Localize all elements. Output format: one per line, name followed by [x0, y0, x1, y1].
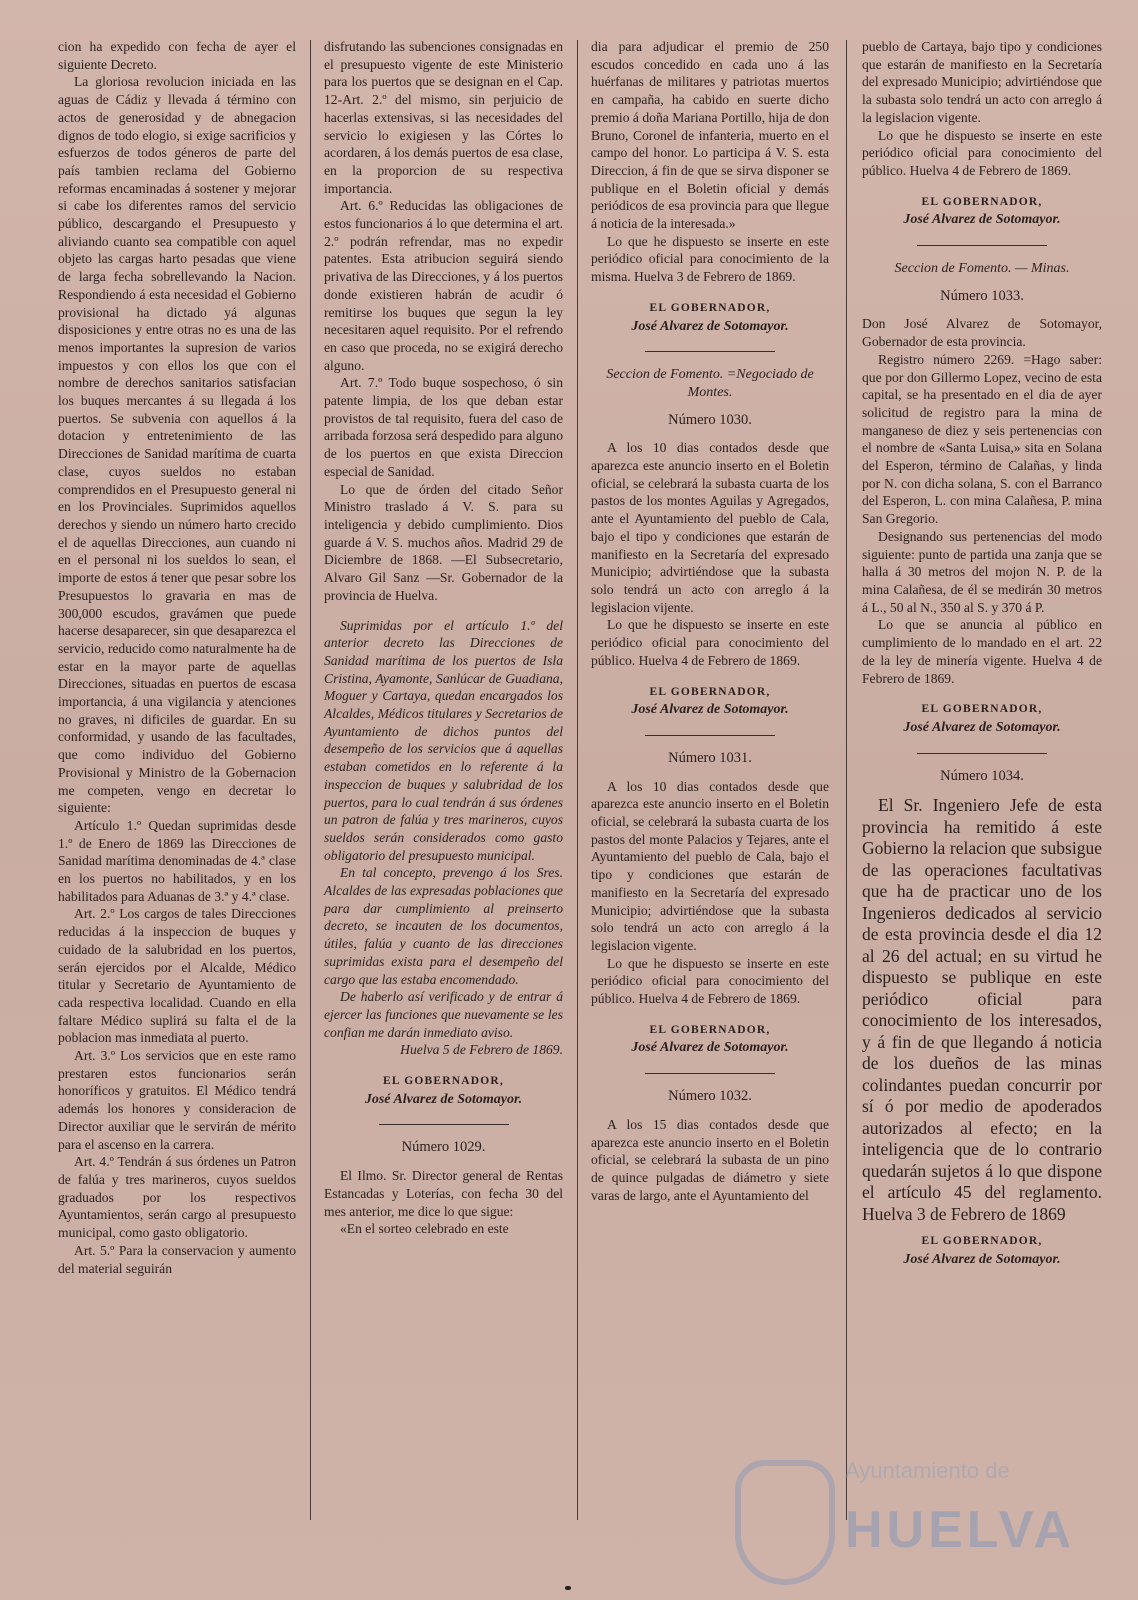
notice-number: Número 1030. [668, 411, 752, 428]
paragraph: Art. 6.º Reducidas las obligaciones de estos funcionarios á lo que determina el art. 2.º podrán refrendar, mas no expedir patentes. Esta atribucion seguirá siendo privativa de las Direcciones, y á los puertos donde existieren habrán de acudir ó remitirse los buques que segun la ley necesitaren aquel requisito. Por el refrendo en caso que proceda, no se exigirá derecho alguno. [324, 198, 563, 373]
separator-rule [645, 351, 775, 352]
paragraph: Lo que he dispuesto se inserte en este periódico oficial para conocimiento de la misma. Huelva 3 de Febrero de 1869. [591, 233, 829, 285]
signature-name: José Alvarez de Sotomayor. [364, 1091, 523, 1107]
separator-rule [645, 1073, 775, 1074]
section-heading: Seccion de Fomento. =Negociado de Montes. [606, 367, 814, 400]
separator-rule [645, 735, 775, 736]
signature-name: José Alvarez de Sotomayor. [903, 719, 1061, 735]
notice-number: Número 1033. [940, 287, 1024, 304]
paragraph: disfrutando las subenciones consignadas en el presupuesto vigente de este Ministerio para los puertos que se designan en el Cap. 12-Art. 2.º del mismo, sin perjuicio de hacerlas extensivas, si las necesidades del servicio lo exigiesen y las Córtes lo acordaren, á los demás puertos de esa clase, en la proporcion de su respectiva importancia. [324, 39, 563, 196]
paragraph: Lo que he dispuesto se inserte en este periódico oficial para conocimiento del público. Huelva 4 de Febrero de 1869. [862, 127, 1102, 178]
notice-number: Número 1029. [401, 1139, 486, 1156]
date-line: Huelva 5 de Febrero de 1869. [400, 1042, 563, 1058]
paragraph: Lo que he dispuesto se inserte en este periódico oficial para conocimiento del público. Huelva 4 de Febrero de 1869. [591, 617, 829, 668]
paragraph: Lo que he dispuesto se inserte en este periódico oficial para conocimiento del público. Huelva 4 de Febrero de 1869. [591, 955, 829, 1007]
paragraph: Lo que de órden del citado Señor Ministro traslado á V. S. para su inteligencia y debido cumplimiento. Dios guarde á V. S. muchos años. Madrid 29 de Diciembre de 1868. —El Subsecretario, Alvaro Gil Sanz —Sr. Gobernador de la provincia de Huelva. [324, 481, 563, 603]
paragraph: Artículo 1.º Quedan suprimidas desde 1.º de Enero de 1869 las Direcciones de Sanidad marítima denominadas de 4.ª clase en los puertos no habilitados, y en los habilitados para Aduanas de 3.ª y 4.ª clase. [58, 817, 296, 904]
column-2 [324, 38, 563, 1238]
paragraph: El Ilmo. Sr. Director general de Rentas Estancadas y Loterías, con fecha 30 del mes anterior, me dice lo que sigue: [324, 1168, 563, 1219]
watermark-text: HUELVA [845, 1501, 1076, 1559]
signature-name: José Alvarez de Sotomayor. [631, 318, 789, 334]
ink-mark [565, 1586, 571, 1590]
crest-icon [735, 1460, 835, 1585]
paragraph: Art. 2.º Los cargos de tales Direcciones reducidas á la inspeccion de buques y cuidado de la salubridad en los puertos, serán ejercidos por el Alcalde, Médico titular y Secretario de Ayuntamiento de cada respectiva localidad. Cuando en ella faltare Médico suplirá su falta el de la poblacion mas inmediata al puerto. [58, 906, 296, 1046]
signature-title: EL GOBERNADOR, [921, 1235, 1043, 1248]
paragraph: Designando sus pertenencias del modo siguiente: punto de partida una zanja que se halla á 30 metros del mojon N. P. de la mina Calañesa, de él se medirán 30 metros á L., 50 al N., 350 al S. y 370 á P. [862, 528, 1102, 615]
paragraph: Lo que se anuncia al público en cumplimiento de lo mandado en el art. 22 de la ley de minería vigente. Huelva 4 de Febrero de 1869. [862, 617, 1102, 686]
separator-rule [379, 1124, 509, 1125]
paragraph: «En el sorteo celebrado en este [340, 1221, 509, 1237]
paragraph: pueblo de Cartaya, bajo tipo y condiciones que estarán de manifiesto en la Secretaría del expresado Municipio; advirtiéndose que la subasta solo tendrá un acto con arreglo á la legislacion vigente. [862, 39, 1102, 125]
signature-title: EL GOBERNADOR, [383, 1075, 504, 1088]
notice-number: Número 1032. [668, 1088, 752, 1105]
paragraph: Don José Alvarez de Sotomayor, Gobernador de esta provincia. [862, 316, 1102, 350]
column-1 [58, 38, 296, 1277]
column-4 [862, 38, 1102, 1269]
paragraph: Registro número 2269. =Hago saber: que por don Gillermo Lopez, vecino de esta capital, se ha presentado en el dia de ayer solicitud de registro para la mina de manganeso de diez y seis pertenencias con el nombre de «Santa Luisa,» sita en Solana del Esperon, término de Calañas, y linda por N. con dicha solana, S. con el Barranco del Esperon, L. con mina Calañesa, P. mina San Gregorio. [862, 351, 1102, 527]
paragraph: dia para adjudicar el premio de 250 escudos concedido en cada uno á las huérfanas de militares y patriotas muertos en campaña, ha cabido en suerte dicho premio á doña Mariana Portillo, hija de don Bruno, Coronel de infanteria, muerto en el campo del honor. Lo participa á V. S. esta Direccion, á fin de que se sirva disponer se publique en el Boletin oficial y demás periódicos de esa provincia para que llegue á noticia de la interesada.» [591, 39, 829, 232]
separator-rule [917, 753, 1047, 754]
column-divider [310, 40, 311, 1520]
signature-title: EL GOBERNADOR, [649, 685, 771, 698]
paragraph: La gloriosa revolucion iniciada en las aguas de Cádiz y llevada á término con actos de generosidad y de abnegacion dignos de todo elogio, si exige sacrificios y esfuerzos de todos géneros de parte del país tambien reclama del Gobierno reformas encaminadas á sostener y mejorar si cabe los diferentes ramos del servicio público, descargando el Presupuesto y aliviando cuanto sea compatible con aquel objeto las cargas harto pesadas que viene de larga fecha sobrellevando la Nacion. Respondiendo á esta necesidad el Gobierno provisional ha dictado yá algunas disposiciones y entre otras no es una de las menos importantes la supresion de varios impuestos y con ellos los que con el nombre de derechos sanitarios satisfacian los buques mercantes á su llegada á los puertos. Se subvenia con aquellos á la dotacion y entretenimiento de las Direcciones de Sanidad marítima de cuarta clase, cuyos sueldos no estaban comprendidos en el Presupuesto general ni en los Provinciales. Suprimidos aquellos derechos y siendo un número harto crecido el de aquellas Direcciones, aun cuando ni en el personal ni los sueldos lo sean, el importe de estos á tener que pesar sobre los Presupuestos lo gravaria en mas de 300,000 escudos, gravámen que puede hacerse desaparecer, sin que desaparezca el servicio, reducido como naturalmente ha de estar en la mayor parte de aquellas Direcciones, situadas en puertos de escasa importancia, á una vigilancia y atenciones no graves, ni dificiles de guardar. En su conformidad, y usando de las facultades, que como individuo del Gobierno Provisional y Ministro de la Gobernacion me competen, vengo en decretar lo siguiente: [58, 74, 296, 816]
paragraph-large: El Sr. Ingeniero Jefe de esta provincia ha remitido á este Gobierno la relacion que subsigue de las operaciones facultativas que ha de practicar uno de los Ingenieros dedicados al servicio de esta provincia desde el dia 12 al 26 del actual; en su virtud he dispuesto se publique en este periódico oficial para conocimiento de los interesados, y á fin de que llegando á noticia de los dueños de las minas colindantes puedan concurrir por sí ó por medio de apoderados autorizados al efecto; en la inteligencia que de lo contrario quedarán sujetos á lo que dispone el artículo 45 del reglamento. Huelva 3 de Febrero de 1869 [862, 795, 1102, 1224]
paragraph-italic: En tal concepto, prevengo á los Sres. Alcaldes de las expresadas poblaciones que para dar cumplimiento al preinserto decreto, se incauten de los documentos, útiles, falúa y cuanto de las direcciones suprimidas exista para el desempeño del cargo que las estaba encomendado. [324, 865, 563, 987]
paragraph: cion ha expedido con fecha de ayer el siguiente Decreto. [58, 39, 296, 72]
separator-rule [917, 245, 1047, 246]
paragraph: Art. 3.º Los servicios que en este ramo prestaren estos funcionarios serán honoríficos y gratuitos. El Médico tendrá además los honores y consideracion de Director auxiliar que le servirán de mérito para el ascenso en la carrera. [58, 1048, 296, 1152]
signature-name: José Alvarez de Sotomayor. [903, 1252, 1061, 1268]
paragraph: A los 10 dias contados desde que aparezca este anuncio inserto en el Boletin oficial, se celebrará la subasta cuarta de los pastos de los montes Aguilas y Agregados, ante el Ayuntamiento del pueblo de Cala, bajo el tipo y condiciones que estarán de manifiesto en la Secretaría del expresado Municipio; advirtiéndose que la subasta solo tendrá un acto con arreglo á la legislacion vijente. [591, 440, 829, 615]
notice-number: Número 1031. [668, 749, 752, 766]
signature-block [591, 684, 829, 719]
paragraph: Art. 5.º Para la conservacion y aumento del material seguirán [58, 1242, 296, 1276]
column-3 [591, 38, 829, 1204]
signature-block [862, 1233, 1102, 1268]
signature-block [324, 1073, 563, 1108]
column-divider [577, 40, 578, 1520]
signature-name: José Alvarez de Sotomayor. [903, 212, 1061, 228]
signature-name: José Alvarez de Sotomayor. [631, 702, 789, 718]
column-divider [846, 40, 847, 1520]
signature-block [591, 1022, 829, 1057]
signature-title: EL GOBERNADOR, [649, 1023, 771, 1036]
watermark-logo [735, 1450, 1115, 1600]
signature-title: EL GOBERNADOR, [921, 195, 1043, 208]
watermark-text: Ayuntamiento de [845, 1458, 1010, 1483]
paragraph: Art. 4.º Tendrán á sus órdenes un Patron de falúa y tres marineros, cuyos sueldos graduados por los respectivos Ayuntamientos, serán cargo al presupuesto municipal, como gasto obligatorio. [58, 1154, 296, 1241]
signature-block [862, 701, 1102, 736]
signature-title: EL GOBERNADOR, [921, 703, 1043, 716]
notice-number: Número 1034. [940, 767, 1024, 784]
signature-title: EL GOBERNADOR, [649, 301, 771, 314]
paragraph: A los 15 dias contados desde que aparezca este anuncio inserto en el Boletin oficial, se celebrará la subasta de un pino de quince pulgadas de diámetro y siete varas de largo, ante el Ayuntamiento del [591, 1116, 829, 1203]
paragraph-italic: De haberlo así verificado y de entrar á ejercer las funciones que nuevamente se les confian me darán inmediato aviso. [324, 989, 563, 1040]
signature-block [591, 300, 829, 335]
signature-name: José Alvarez de Sotomayor. [631, 1040, 789, 1056]
signature-block [862, 194, 1102, 229]
paragraph: Art. 7.º Todo buque sospechoso, ó sin patente limpia, de los que deban estar provistos de tal requisito, fuera del caso de arribada forzosa será despedido para alguno de los puertos en que exista Direccion especial de Sanidad. [324, 375, 563, 479]
paragraph: A los 10 dias contados desde que aparezca este anuncio inserto en el Boletin oficial, se celebrará la subasta cuarta de los pastos del monte Palacios y Tejares, ante el Ayuntamiento del pueblo de Cala, bajo el tipo y condiciones que estarán de manifiesto en la Secretaría del expresado Municipio; advirtiéndose que la subasta solo tendrá un acto con arreglo á la legislacion vigente. [591, 778, 829, 953]
section-heading: Seccion de Fomento. — Minas. [894, 261, 1070, 277]
paragraph-italic: Suprimidas por el artículo 1.º del anterior decreto las Direcciones de Sanidad marítima de los puertos de Isla Cristina, Ayamonte, Sanlúcar de Guadiana, Moguer y Cartaya, quedan encargados los Alcaldes, Médicos titulares y Secretarios de Ayuntamiento de dichos puntos del desempeño de los servicios que á aquellas estaban cometidos en lo referente á la inspeccion de buques y salubridad de los puertos, para lo cual tendrán á sus órdenes un patron de falúa y tres marineros, cuyos sueldos serán considerados como gasto obligatorio del presupuesto municipal. [324, 617, 563, 863]
